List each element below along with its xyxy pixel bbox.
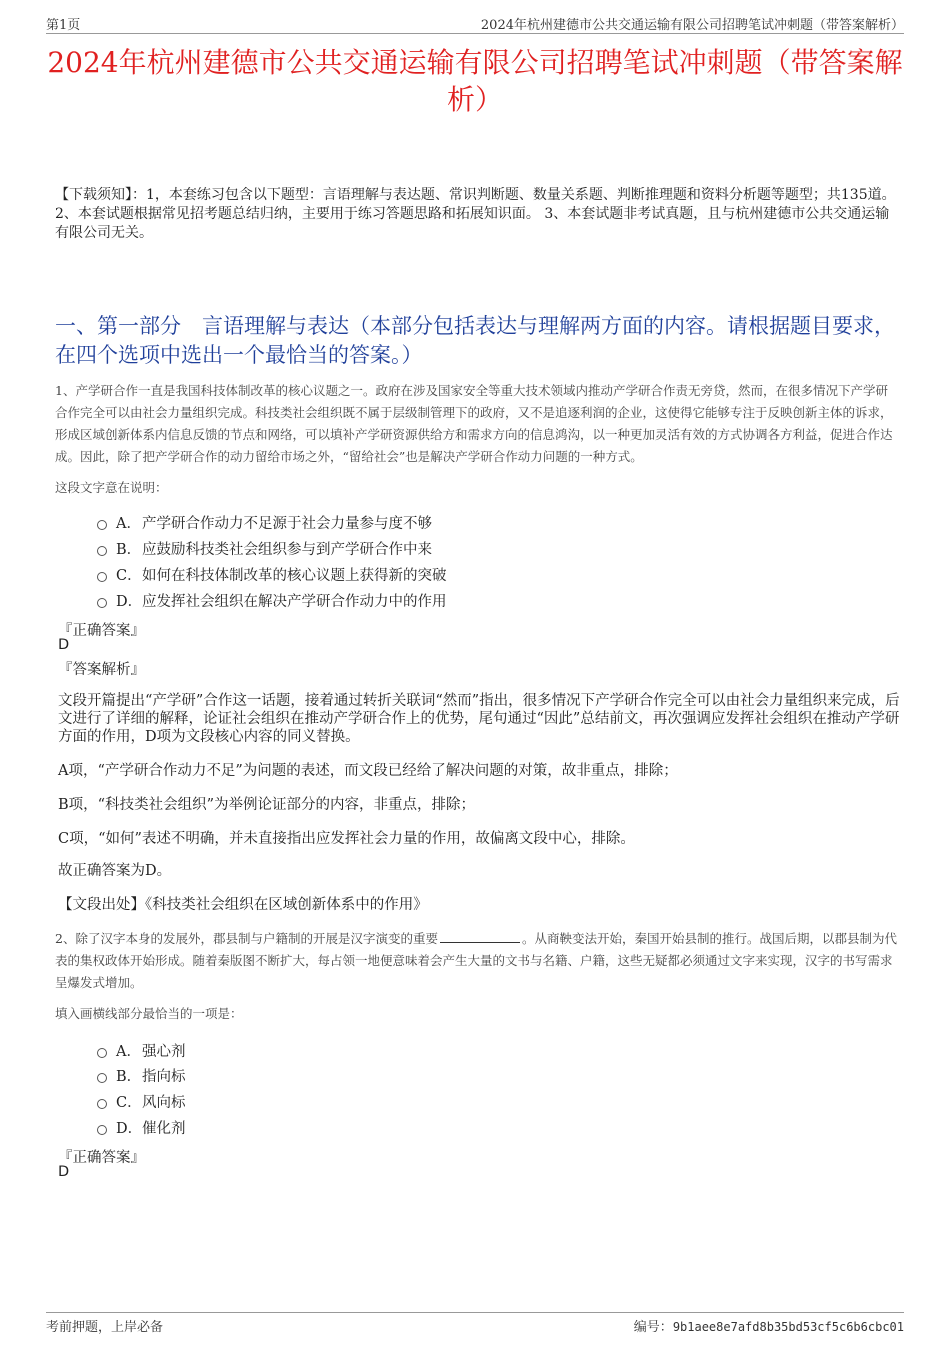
radio-icon[interactable]: [97, 1125, 107, 1135]
question-2-option-d[interactable]: D． 催化剂: [97, 1117, 186, 1138]
document-title: 2024年杭州建德市公共交通运输有限公司招聘笔试冲刺题（带答案解析）: [47, 46, 903, 116]
question-2-answer: D: [58, 1164, 70, 1180]
question-2-option-b[interactable]: B． 指向标: [97, 1065, 186, 1086]
question-1-analysis-a: A项，“产学研合作动力不足”为问题的表述，而文段已经给了解决问题的对策，故非重点，排除；: [58, 763, 678, 779]
question-2-option-a[interactable]: A． 强心剂: [97, 1040, 186, 1061]
footer-slogan: 考前押题，上岸必备: [46, 1320, 164, 1335]
question-1-source: 【文段出处】《科技类社会组织在区域创新体系中的作用》: [58, 897, 428, 913]
header-doc-title: 2024年杭州建德市公共交通运输有限公司招聘笔试冲刺题（带答案解析）: [480, 18, 904, 33]
radio-icon[interactable]: [97, 1048, 107, 1058]
download-notice: 【下载须知】：1，本套练习包含以下题型：言语理解与表达题、常识判断题、数量关系题、判断推理题和资料分析题等题型；共135道。 2、本套试题根据常见招考题总结归纳，主要用于练习答题思路和拓展知识面。 3、本套试题非考试真题，且与杭州建德市公共交通运输有限公司无关。: [55, 187, 896, 241]
header-divider: [46, 33, 904, 34]
question-2-option-c[interactable]: C． 风向标: [97, 1091, 186, 1112]
question-1-analysis-main: 文段开篇提出“产学研”合作这一话题，接着通过转折关联词“然而”指出，很多情况下产学研合作完全可以由社会力量组织来完成，后文进行了详细的解释，论证社会组织在推动产学研合作上的优势，尾句通过“因此”总结前文，再次强调应发挥社会组织在推动产学研方面的作用，D项为文段核心内容的同义替换。: [58, 693, 900, 745]
footer-code: 编号：9b1aee8e7afd8b35bd53cf5c6b6cbc01: [633, 1320, 904, 1335]
question-1-stem: 1、产学研合作一直是我国科技体制改革的核心议题之一。政府在涉及国家安全等重大技术领域内推动产学研合作责无旁贷，然而，在很多情况下产学研合作完全可以由社会力量组织完成。科技类社会组织既不属于层级制管理下的政府，又不是追逐利润的企业，这使得它能够专注于反映创新主体的诉求，形成区域创新体系内信息反馈的节点和网络，可以填补产学研资源供给方和需求方向的信息鸿沟，以一种更加灵活有效的方式协调各方利益，促进合作达成。因此，除了把产学研合作的动力留给市场之外，“留给社会”也是解决产学研合作动力问题的一种方式。: [55, 383, 893, 464]
question-1-option-b[interactable]: B． 应鼓励科技类社会组织参与到产学研合作中来: [97, 538, 432, 559]
footer-divider: [46, 1312, 904, 1313]
radio-icon[interactable]: [97, 546, 107, 556]
question-1-answer: D: [58, 637, 70, 653]
page-number: 第1页: [46, 18, 81, 33]
section-heading: 一、第一部分 言语理解与表达（本部分包括表达与理解两方面的内容。请根据题目要求，在四个选项中选出一个最恰当的答案。）: [55, 314, 895, 367]
question-2-stem: 2、除了汉字本身的发展外，郡县制与户籍制的开展是汉字演变的重要 。从商鞅变法开始，秦国开始县制的推行。战国后期，以郡县制为代表的集权政体开始形成。随着秦版图不断扩大，每占领一地便意味着会产生大量的文书与名籍、户籍，这些无疑都必须通过文字来实现，汉字的书写需求呈爆发式增加。: [55, 931, 897, 990]
question-1-option-a[interactable]: A． 产学研合作动力不足源于社会力量参与度不够: [97, 512, 432, 533]
question-1-analysis-conclusion: 故正确答案为D。: [58, 863, 172, 879]
radio-icon[interactable]: [97, 598, 107, 608]
radio-icon[interactable]: [97, 1073, 107, 1083]
fill-in-blank: [440, 932, 520, 943]
radio-icon[interactable]: [97, 1099, 107, 1109]
question-1-answer-label: 『正确答案』: [58, 623, 145, 639]
question-1-option-d[interactable]: D． 应发挥社会组织在解决产学研合作动力中的作用: [97, 590, 447, 611]
question-2-answer-label: 『正确答案』: [58, 1150, 145, 1166]
question-1-analysis-label: 『答案解析』: [58, 662, 145, 678]
question-1-analysis-b: B项，“科技类社会组织”为举例论证部分的内容，非重点，排除；: [58, 797, 475, 813]
question-1-analysis-c: C项，“如何”表述不明确，并未直接指出应发挥社会力量的作用，故偏离文段中心，排除。: [58, 831, 635, 847]
radio-icon[interactable]: [97, 520, 107, 530]
question-1-option-c[interactable]: C． 如何在科技体制改革的核心议题上获得新的突破: [97, 564, 447, 585]
question-1-prompt: 这段文字意在说明：: [55, 480, 168, 495]
question-2-prompt: 填入画横线部分最恰当的一项是：: [55, 1006, 243, 1021]
radio-icon[interactable]: [97, 572, 107, 582]
